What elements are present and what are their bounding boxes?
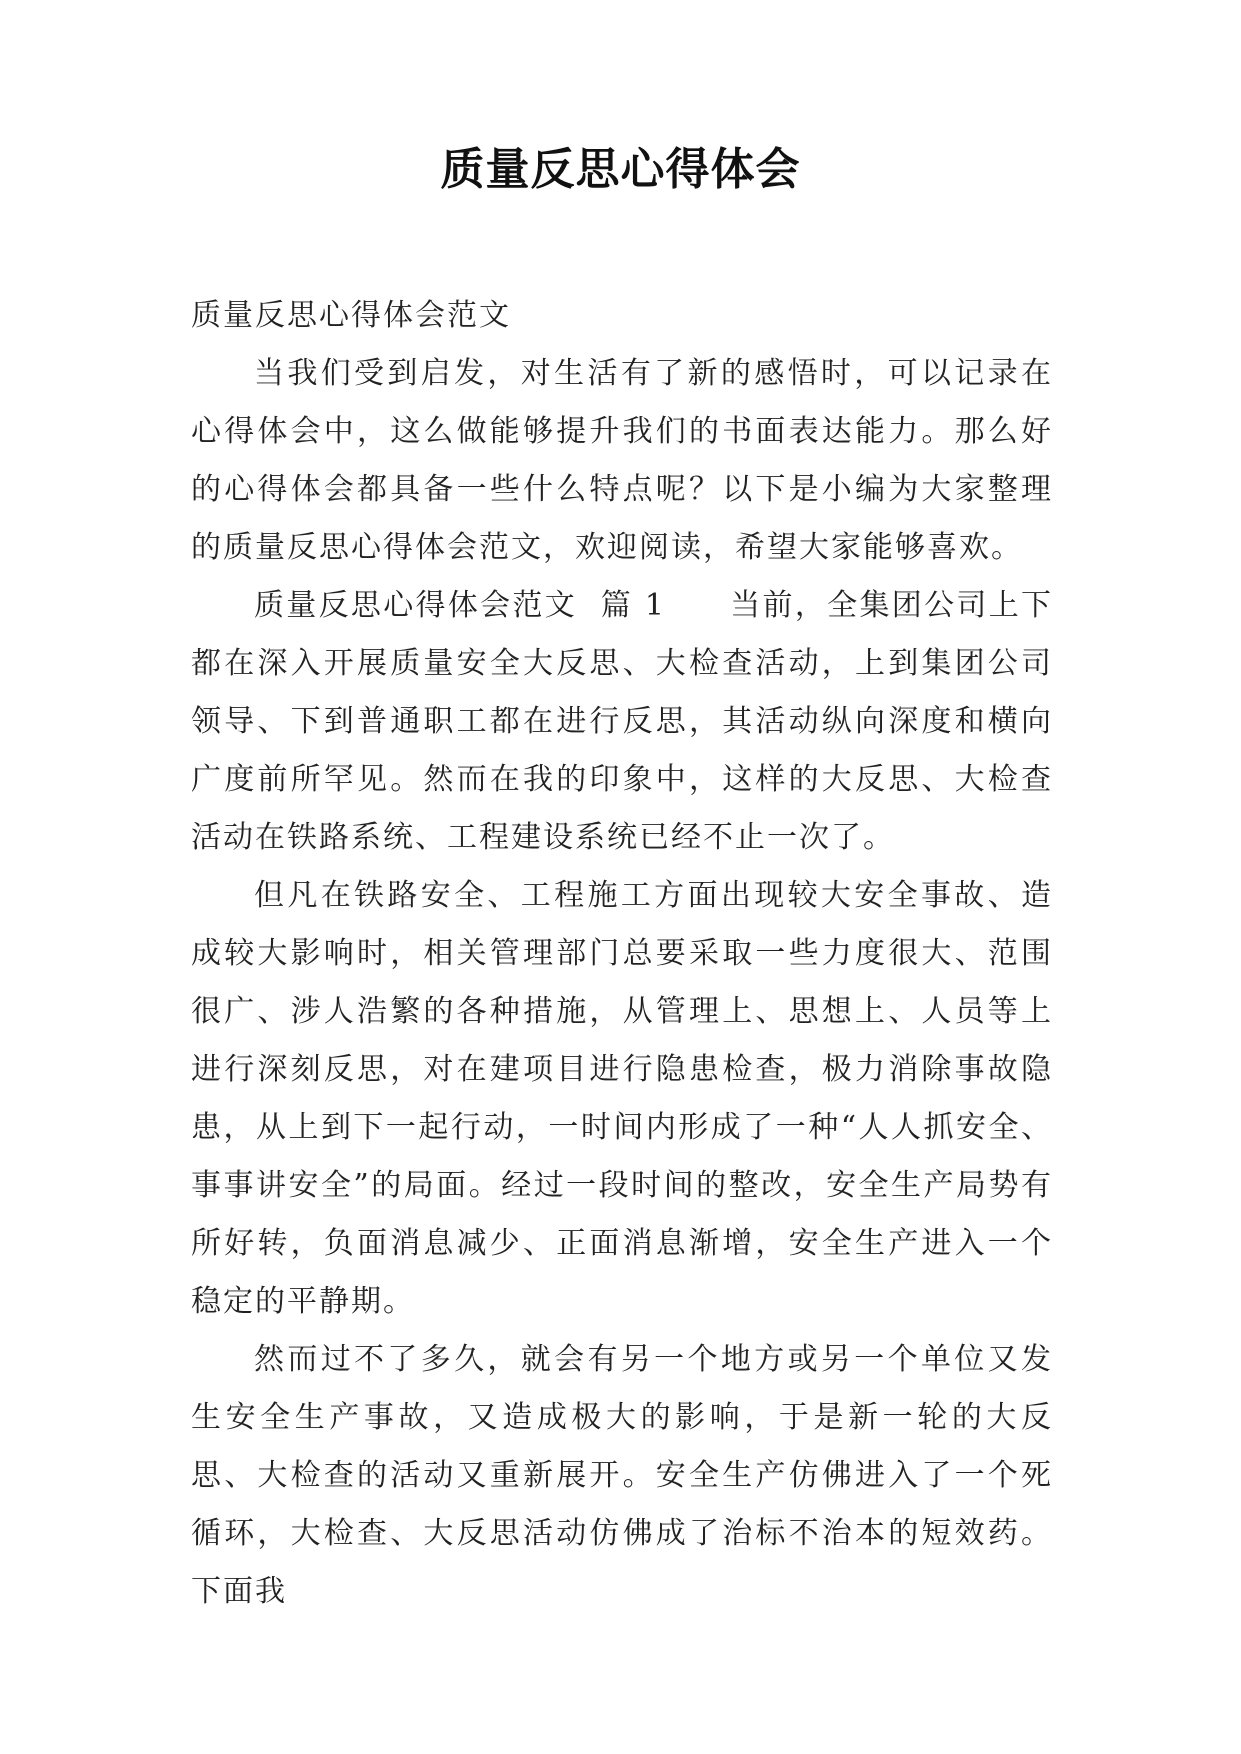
document-subtitle: 质量反思心得体会范文 <box>191 298 511 333</box>
body-paragraph-2: 但凡在铁路安全、工程施工方面出现较大安全事故、造成较大影响时，相关管理部门总要采取一些力度很大、范围很广、涉人浩繁的各种措施，从管理上、思想上、人员等上进行深刻反思，对在建项目进行隐患检查，极力消除事故隐患，从上到下一起行动，一时间内形成了一种“人人抓安全、事事讲安全”的局面。经过一段时间的整改，安全生产局势有所好转，负面消息减少、正面消息渐增，安全生产进入一个稳定的平静期。 <box>191 878 1053 1319</box>
page-title: 质量反思心得体会 <box>440 144 801 195</box>
intro-paragraph: 当我们受到启发，对生活有了新的感悟时，可以记录在心得体会中，这么做能够提升我们的书面表达能力。那么好的心得体会都具备一些什么特点呢？以下是小编为大家整理的质量反思心得体会范文，欢迎阅读，希望大家能够喜欢。 <box>191 356 1053 565</box>
section-1-paragraph <box>191 577 1053 867</box>
section-1-text: 当前，全集团公司上下都在深入开展质量安全大反思、大检查活动，上到集团公司领导、下到普通职工都在进行反思，其活动纵向深度和横向广度前所罕见。然而在我的印象中，这样的大反思、大检查活动在铁路系统、工程建设系统已经不止一次了。 <box>191 588 1053 855</box>
body-paragraph-3: 然而过不了多久，就会有另一个地方或另一个单位又发生安全生产事故，又造成极大的影响，于是新一轮的大反思、大检查的活动又重新展开。安全生产仿佛进入了一个死循环，大检查、大反思活动仿佛成了治标不治本的短效药。下面我 <box>191 1342 1053 1609</box>
section-label: 质量反思心得体会范文 篇 1 <box>254 588 666 623</box>
document-body <box>191 287 1053 1621</box>
